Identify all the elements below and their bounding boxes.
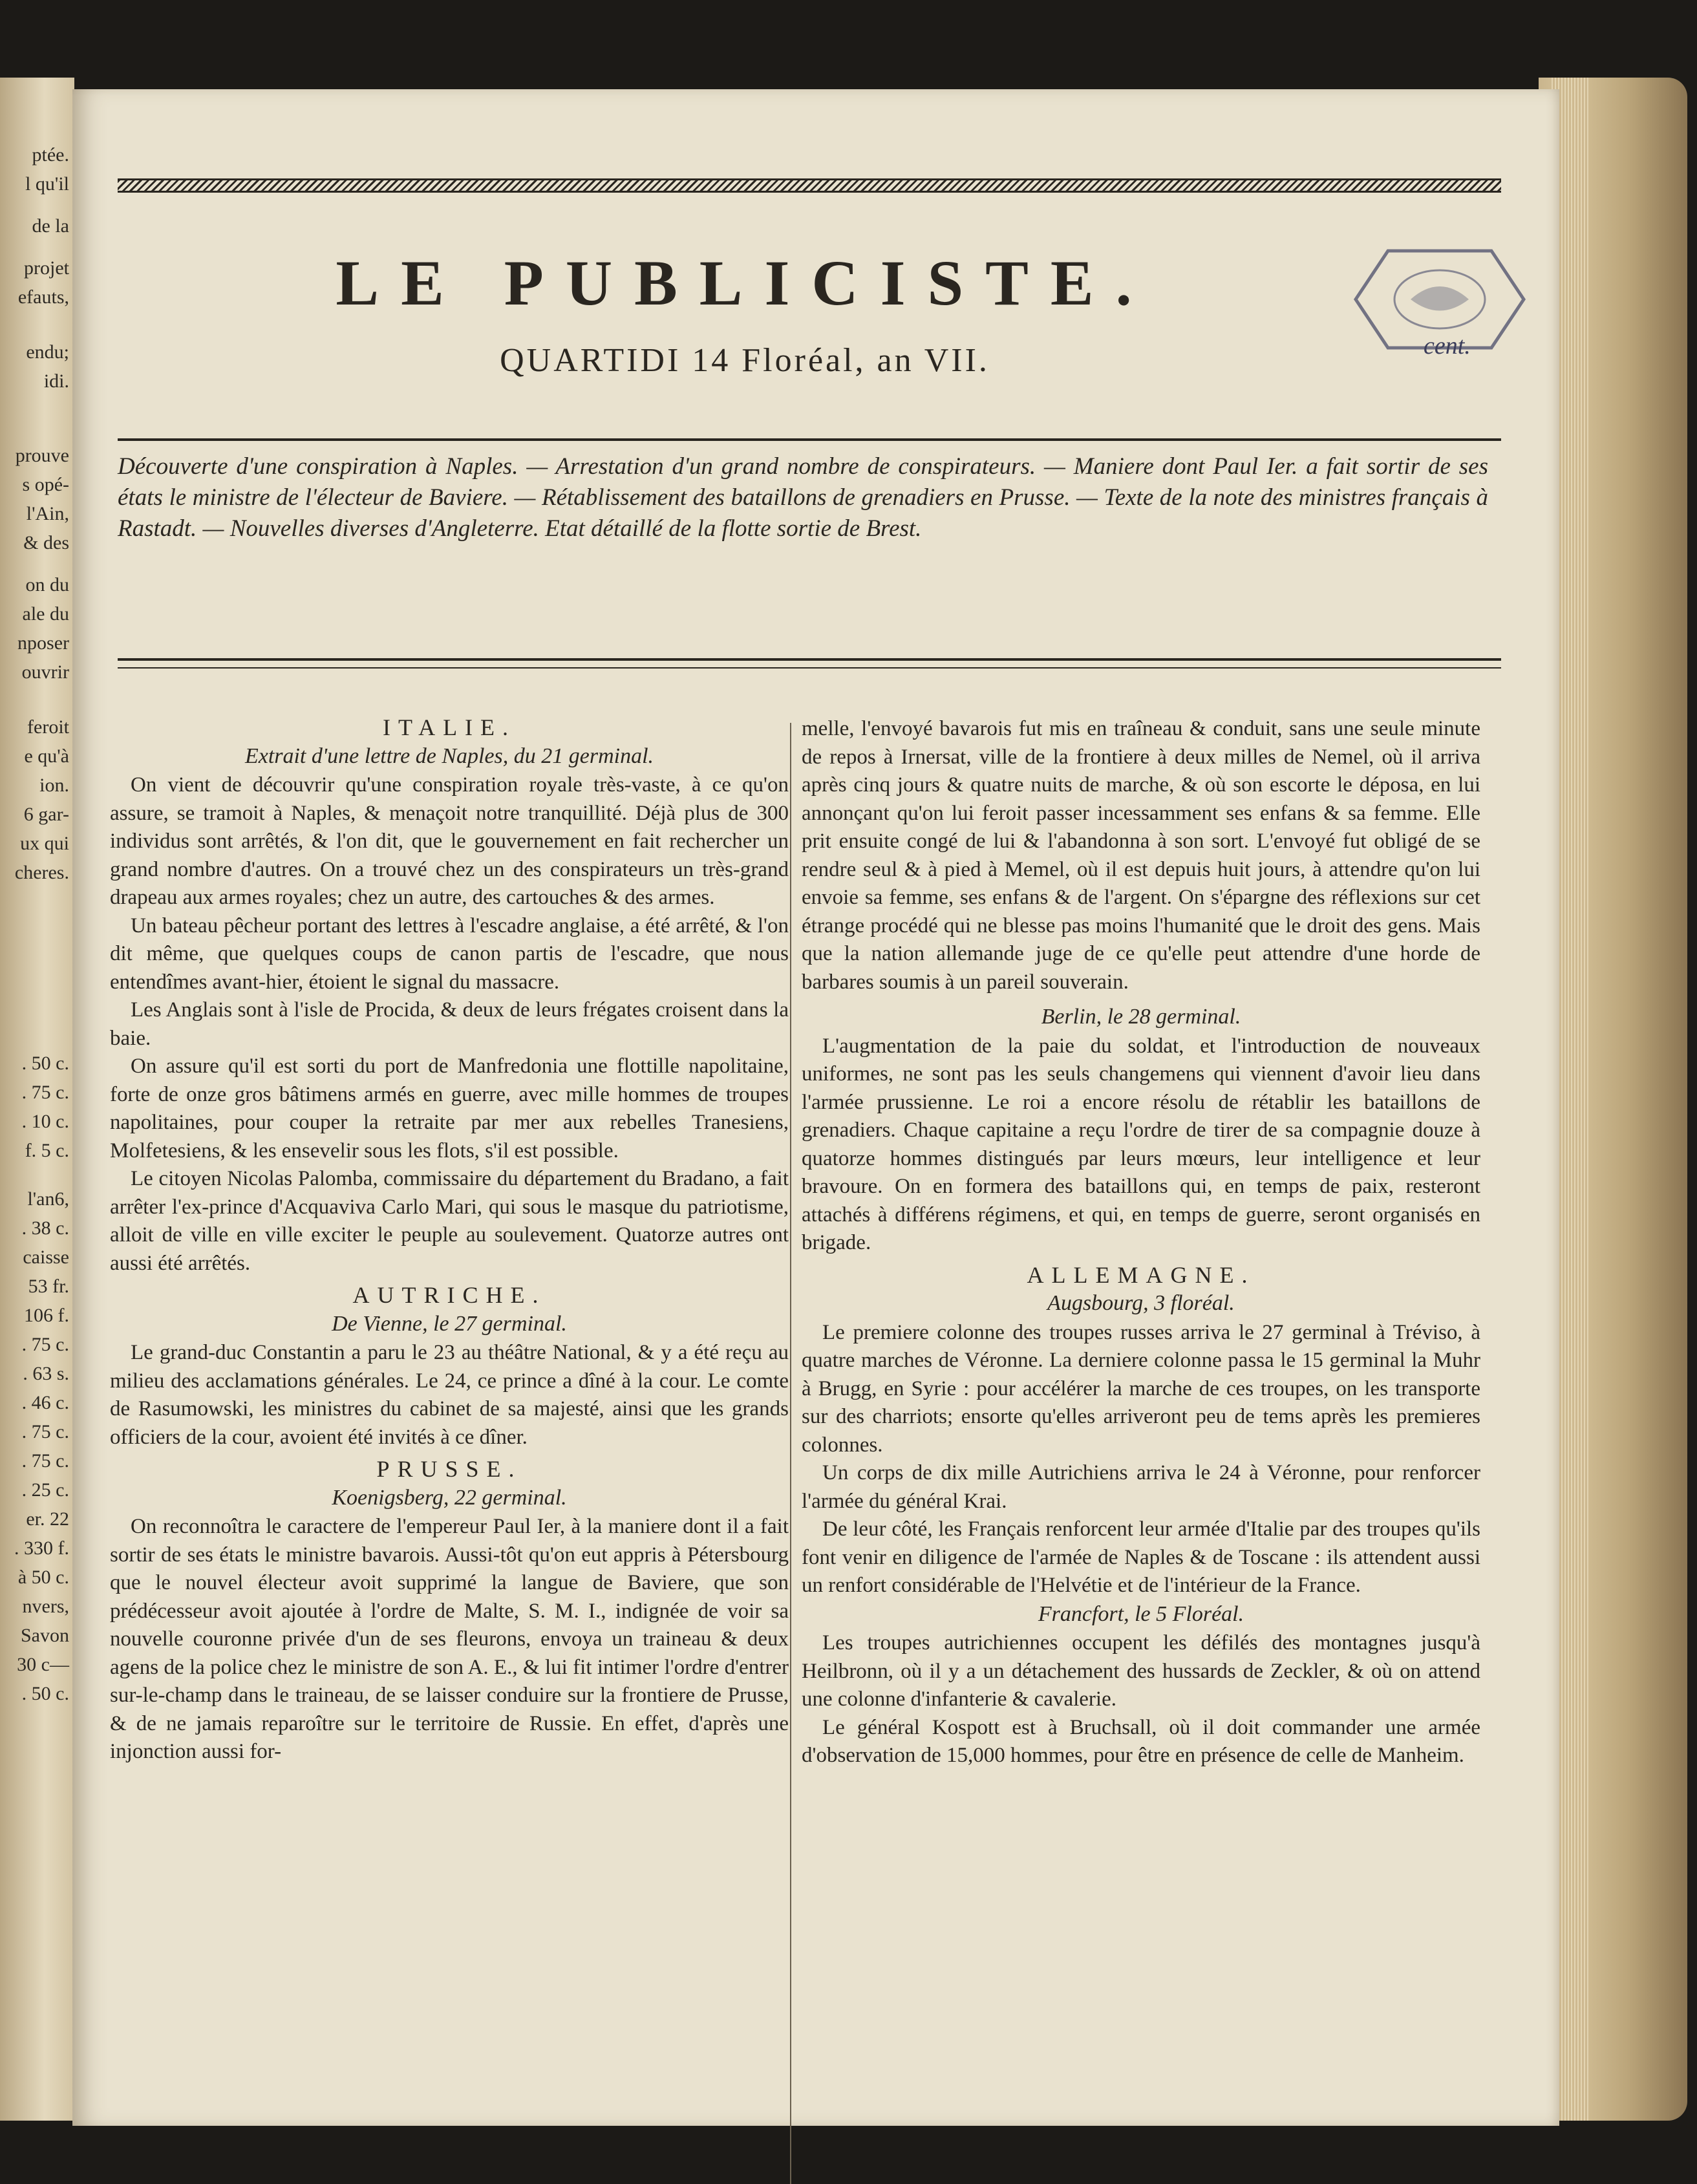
dateline-vienne: De Vienne, le 27 germinal. [332,1311,567,1336]
facing-page-fragment: 6 gar- [23,804,69,825]
masthead-title: LE PUBLICISTE. [336,247,1154,319]
facing-page-fragment: l qu'il [25,173,69,195]
facing-page-fragment: . 75 c. [21,1450,69,1472]
facing-page-fragment: ux qui [20,833,69,854]
dateline-berlin: Berlin, le 28 germinal. [1041,1005,1241,1029]
section-title-autriche: AUTRICHE. [352,1282,546,1308]
facing-page-fragment: 30 c— [17,1654,69,1675]
facing-page-fragment: feroit [27,716,69,738]
article-paragraph: Le premiere colonne des troupes russes arriva le 27 germinal à Tréviso, à quatre marches de Véronne. La derniere colonne passa le 15 germinal la Muhr à Brugg, en Syrie : pour accélérer la marche de ces troupes, on les transporte sur des charriots; ensorte qu'elles arriveront peu de tems après les premieres colonnes. [802,1320,1480,1457]
facing-page-fragment: efauts, [17,286,69,308]
summary-rule-bottom [118,667,1501,669]
article-paragraph-continued: melle, l'envoyé bavarois fut mis en traîneau & conduit, sans une seule minute de repos à Irnersat, ville de la frontiere à deux milles de Nemel, où il arriva après cinq jours & quatre nuits de marche, & où son escorte le déposa, en lui annonçant qu'on lui feroit passer incessamment ses enfans & sa femme. Elle prit ensuite congé de lui & l'abandonna à son sort. L'envoyé fut obligé de se rendre seul & à pied à Memel, où il est depuis huit jours, à attendre qu'on lui envoie sa femme, ses enfans & de l'argent. On s'épargne des réflexions sur cet étrange procédé qui ne blesse pas moins l'humanité que le droit des gens. Mais que la nation allemande juge de ce qu'elle peut attendre d'une horde de barbares soumis à un pareil souverain. [802,717,1480,994]
facing-page-fragment: f. 5 c. [25,1140,69,1161]
facing-page-fragment: e qu'à [24,745,69,767]
facing-page-fragment: . 63 s. [23,1363,69,1384]
section-title-allemagne: ALLEMAGNE. [1027,1261,1255,1288]
facing-page-fragment: projet [24,257,69,279]
facing-page-fragment: Savon [21,1625,69,1646]
facing-page-fragment: . 50 c. [21,1683,69,1704]
newspaper-page [72,89,1559,2126]
article-paragraph: On assure qu'il est sorti du port de Manfredonia une flottille napolitaine, forte de onze gros bâtimens armés en guerre, avec mille hommes de troupes napolitaines, pour couper la retraite par mer aux rebelles Tranesiens, Molfetesiens, & les ensevelir sous les flots, s'il est possible. [110,1055,789,1162]
facing-page-fragment: caisse [23,1247,69,1268]
article-paragraph: Un bateau pêcheur portant des lettres à l'escadre anglaise, a été arrêté, & l'on dit même, que quelques coups de canon partis de l'escadre, que nous entendîmes avant-hier, étoient le signal du massacre. [110,914,789,994]
facing-page-fragment: 53 fr. [28,1276,69,1297]
article-paragraph: Les troupes autrichiennes occupent les défilés des montagnes jusqu'à Heilbronn, où il y a un détachement des hussards de Zeckler, & où on attend une colonne d'infanterie & cavalerie. [802,1631,1480,1711]
article-paragraph: Un corps de dix mille Autrichiens arriva le 24 à Véronne, pour renforcer l'armée du général Krai. [802,1461,1480,1513]
facing-page-fragment: . 75 c. [21,1334,69,1355]
masthead-date: QUARTIDI 14 Floréal, an VII. [500,342,990,379]
facing-page-fragment: nposer [17,632,69,654]
facing-page-fragment: endu; [26,341,69,363]
article-paragraph: Les Anglais sont à l'isle de Procida, & deux de leurs frégates croisent dans la baie. [110,998,789,1050]
summary-rule-top [118,658,1501,661]
facing-page-fragment: de la [32,215,69,237]
left-column [110,710,789,1766]
facing-page-fragment: . 10 c. [21,1111,69,1132]
article-paragraph: On vient de découvrir qu'une conspiration royale très-vaste, à ce qu'on assure, se tramoit à Naples, & menaçoit notre tranquillité. Déjà plus de 300 individus sont arrêtés, & l'on dit, que le gouvernement en fait rechercher un grand nombre d'autres. On a trouvé chez un des conspirateurs un très-grand drapeau aux armes royales; chez un autre, des cartouches & des armes. [110,773,789,909]
facing-page-fragment: l'an6, [27,1188,69,1210]
facing-page-fragment: ouvrir [21,661,69,683]
dateline-francfort: Francfort, le 5 Floréal. [1038,1601,1244,1626]
facing-page-fragment: & des [23,532,69,553]
right-column [802,715,1480,1770]
article-paragraph: Le général Kospott est à Bruchsall, où il doit commander une armée d'observation de 15,000 hommes, pour être en présence de celle de Manheim. [802,1715,1480,1767]
facing-page-fragment: . 50 c. [21,1053,69,1074]
facing-page-fragment: . 75 c. [21,1421,69,1442]
article-paragraph: De leur côté, les Français renforcent leur armée d'Italie par des troupes qu'ils font venir en diligence de l'armée de Naples & de Toscane : ils attendent aussi un renfort considérable de l'Helvétie et de l'intérieur de la France. [802,1517,1480,1597]
facing-page-fragment: on du [25,574,69,595]
masthead-rule [118,438,1501,441]
section-title-prusse: PRUSSE. [376,1456,522,1482]
page-stack-edge [1539,78,1687,2121]
facing-page-fragment: nvers, [22,1596,69,1617]
dateline-augsbourg: Augsbourg, 3 floréal. [1047,1291,1235,1315]
facing-page-fragment: . 25 c. [21,1479,69,1501]
facing-page-fragment: idi. [43,370,69,392]
facing-page-fragment: prouve [15,445,69,466]
issue-summary: Découverte d'une conspiration à Naples. — Arrestation d'un grand nombre de conspirateurs. — Maniere dont Paul Ier. a fait sortir de ses états le ministre de l'électeur de Baviere. — Rétablissement des bataillons de grenadiers en Prusse. — Texte de la note des ministres français à Rastadt. — Nouvelles diverses d'Angleterre. Etat détaillé de la flotte sortie de Brest. [118,453,1488,542]
facing-page-fragment: cheres. [14,862,69,883]
dateline-koenigsberg: Koenigsberg, 22 germinal. [332,1485,567,1510]
facing-page-fragment: à 50 c. [17,1567,69,1588]
article-paragraph: Le citoyen Nicolas Palomba, commissaire du département du Bradano, a fait arrêter l'ex-prince d'Acquaviva Carlo Mari, qui sous le masque du patriotisme, alloit de ville en ville exciter le peuple au soulevement. Quatorze autres ont aussi été arrêtés. [110,1167,789,1275]
facing-page-fragment: . 38 c. [21,1217,69,1239]
dateline-naples: Extrait d'une lettre de Naples, du 21 germinal. [244,744,654,768]
facing-page-edge [0,78,74,2121]
article-paragraph: L'augmentation de la paie du soldat, et l'introduction de nouveaux uniformes, ne sont pas les seuls changemens qui viennent d'avoir lieu dans l'armée prussienne. Le roi a encore résolu de rétablir les bataillons de grenadiers. Chaque capitaine a reçu l'ordre de tirer de sa compagnie douze à quatorze hommes distingués par leurs mœurs, leur intelligence et leur bravoure. On en formera des bataillons qui, en temps de paix, resteront attachés à différens régimens, et qui, en temps de guerre, seront organisés en brigade. [802,1034,1480,1254]
facing-page-fragment: ion. [39,775,69,796]
facing-page-fragment: ptée. [32,144,69,166]
facing-page-fragment: s opé- [22,474,69,495]
section-title-italie: ITALIE. [382,714,517,740]
facing-page-fragment: er. 22 [26,1508,69,1530]
facing-page-fragment: . 75 c. [21,1082,69,1103]
facing-page-fragment: l'Ain, [26,503,69,524]
facing-page-fragment: . 46 c. [21,1392,69,1413]
article-paragraph: Le grand-duc Constantin a paru le 23 au théâtre National, & y a été reçu au milieu des acclamations générales. Le 24, ce prince a dîné à la cour. Le comte de Rasumowski, les ministres du cabinet de sa majesté, ainsi que les grands officiers de la cour, avoient été invités à ce dîner. [110,1341,789,1449]
top-ornamental-rule [118,178,1501,193]
facing-page-fragment: ale du [22,603,69,625]
column-divider [790,723,791,2184]
facing-page-fragment: 106 f. [24,1305,69,1326]
facing-page-fragment: . 330 f. [14,1537,69,1559]
stamp-value: cent. [1424,332,1471,359]
article-paragraph: On reconnoîtra le caractere de l'empereur Paul Ier, à la maniere dont il a fait sortir de ses états le ministre bavarois. Aussi-tôt qu'on eut appris à Pétersbourg que le nouvel électeur avoit supprimé la langue de Baviere, que son prédécesseur avoit ajoutée à l'ordre de Malte, S. M. I., indignée de voir sa nouvelle couronne privée d'un de ses fleurons, envoya un traineau & deux agens de la police chez le ministre de son A. E., & lui fit intimer l'ordre d'entrer sur-le-champ dans le traineau, de se laisser conduire sur la frontiere de Prusse, & de ne jamais reparoître sur le territoire de Russie. En effet, d'après une injonction aussi for- [110,1515,789,1763]
